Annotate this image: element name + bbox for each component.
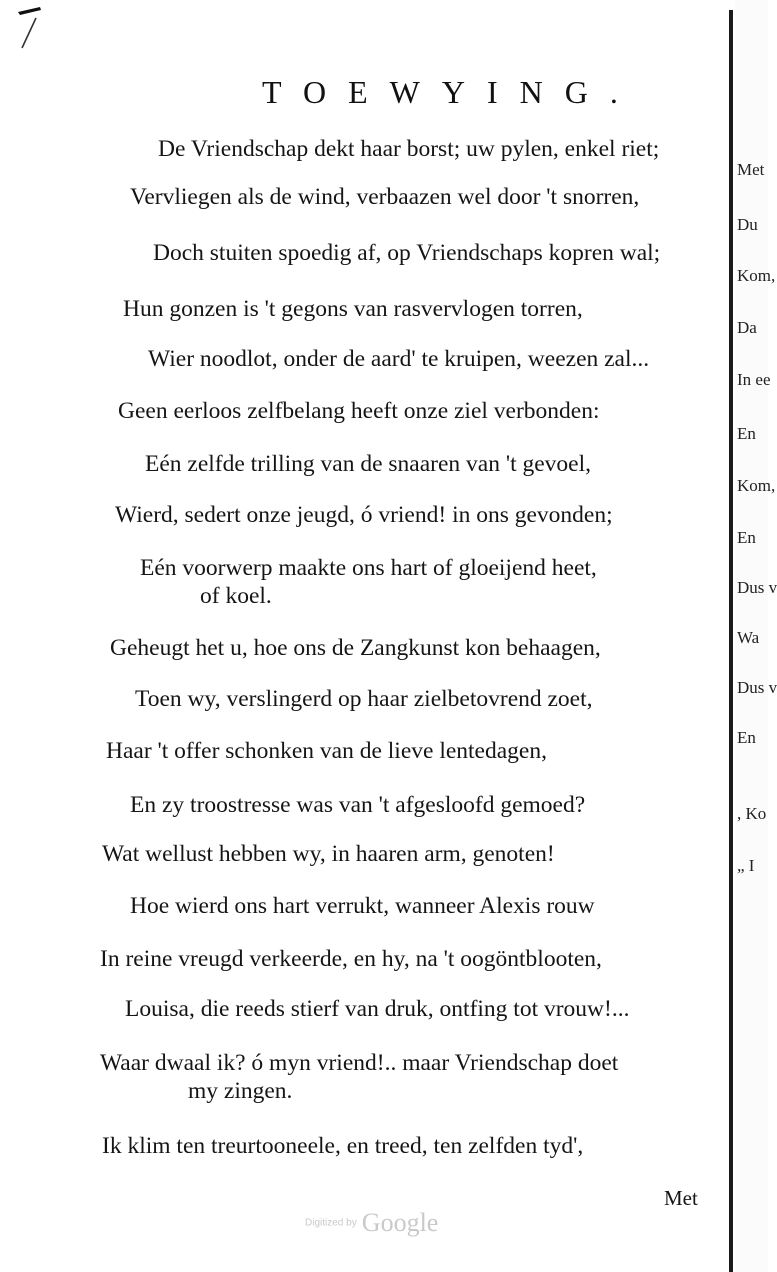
verse-line: Wierd, sedert onze jeugd, ó vriend! in ons gevonden; <box>115 502 613 528</box>
verse-line: Geheugt het u, hoe ons de Zangkunst kon behaagen, <box>110 635 601 661</box>
adjacent-fragment: Kom, <box>737 266 776 285</box>
verse-line: Geen eerloos zelfbelang heeft onze ziel verbonden: <box>118 398 600 424</box>
verse-line: Hoe wierd ons hart verrukt, wanneer Alexis rouw <box>130 893 595 919</box>
adjacent-fragment: Du <box>737 215 758 234</box>
page-gutter-divider <box>729 10 733 1272</box>
page-title: TOEWYING. <box>262 74 640 110</box>
watermark-prefix: Digitized by <box>305 1217 357 1229</box>
adjacent-fragment: En <box>737 424 756 443</box>
watermark-brand: Google <box>361 1208 439 1237</box>
adjacent-fragment: En <box>737 528 756 547</box>
adjacent-fragment: Dus v <box>737 678 777 697</box>
verse-line: En zy troostresse was van 't afgesloofd gemoed? <box>130 792 586 818</box>
adjacent-fragment: In ee <box>737 370 771 389</box>
adjacent-fragment: Kom, <box>737 476 776 495</box>
verse-line: my zingen. <box>188 1078 293 1104</box>
adjacent-fragment: , Ko <box>737 804 767 823</box>
verse-line: Doch stuiten spoedig af, op Vriendschaps kopren wal; <box>153 240 661 266</box>
verse-line: Vervliegen als de wind, verbaazen wel door 't snorren, <box>130 184 640 210</box>
adjacent-fragment: Dus v <box>737 578 777 597</box>
adjacent-fragment: „ I <box>737 856 755 875</box>
verse-line: Toen wy, verslingerd op haar zielbetovrend zoet, <box>135 686 593 712</box>
verse-line: Waar dwaal ik? ó myn vriend!.. maar Vriendschap doet <box>100 1050 619 1076</box>
verse-line: Eén voorwerp maakte ons hart of gloeijend heet, <box>140 555 597 581</box>
verse-line: Louisa, die reeds stierf van druk, ontfing tot vrouw!... <box>125 996 630 1022</box>
adjacent-page-edge <box>735 0 777 1272</box>
verse-line: Ik klim ten treurtooneele, en treed, ten zelfden tyd', <box>102 1133 584 1159</box>
adjacent-fragment: En <box>737 728 756 747</box>
ink-mark-icon <box>14 4 44 52</box>
catchword: Met <box>664 1186 698 1210</box>
adjacent-fragment: Da <box>737 318 757 337</box>
verse-line: Wier noodlot, onder de aard' te kruipen, weezen zal... <box>148 346 650 372</box>
digitization-watermark <box>305 1208 438 1238</box>
verse-line: Haar 't offer schonken van de lieve lentedagen, <box>106 738 547 764</box>
adjacent-fragment: Met <box>737 160 765 179</box>
adjacent-fragment: Wa <box>737 628 760 647</box>
verse-line: Hun gonzen is 't gegons van rasvervlogen torren, <box>123 296 583 322</box>
verse-line: of koel. <box>200 583 272 609</box>
verse-line: Wat wellust hebben wy, in haaren arm, genoten! <box>102 841 555 867</box>
verse-line: In reine vreugd verkeerde, en hy, na 't oogöntblooten, <box>100 946 602 972</box>
verse-line: Eén zelfde trilling van de snaaren van 't gevoel, <box>145 451 591 477</box>
verse-line: De Vriendschap dekt haar borst; uw pylen, enkel riet; <box>158 136 660 162</box>
